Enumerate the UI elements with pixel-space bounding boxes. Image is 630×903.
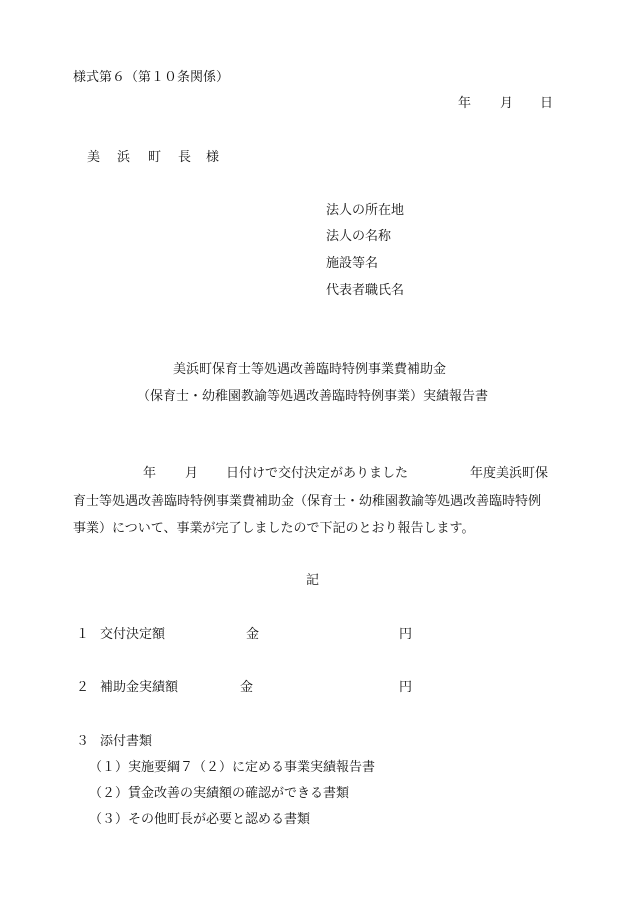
item-number: ３ (76, 734, 90, 749)
form-number: 様式第６（第１０条関係） (73, 70, 230, 85)
addressee-char: 様 (206, 150, 220, 165)
body-year-label: 年 (143, 466, 157, 481)
body-line-3: 事業）について、事業が完了しましたので下記のとおり報告します。 (73, 521, 475, 536)
applicant-field-address: 法人の所在地 (326, 203, 405, 218)
addressee-char: 町 (148, 150, 162, 165)
date-year-label: 年 (458, 96, 472, 111)
attachment-item: （３）その他町長が必要と認める書類 (89, 812, 311, 827)
title-line-1: 美浜町保育士等処遇改善臨時特例事業費補助金 (173, 362, 447, 377)
ki-heading: 記 (306, 573, 320, 588)
attachment-item: （１）実施要綱７（２）に定める事業実績報告書 (89, 760, 376, 775)
applicant-field-facility: 施設等名 (326, 256, 379, 271)
applicant-field-name: 法人の名称 (326, 229, 392, 244)
applicant-field-representative: 代表者職氏名 (326, 283, 405, 298)
item-number: １ (76, 627, 90, 642)
addressee-char: 美 (87, 150, 101, 165)
addressee-char: 長 (178, 150, 192, 165)
item-kin-label: 金 (240, 680, 254, 695)
item-number: ２ (76, 680, 90, 695)
body-date-text: 日付けで交付決定がありました (226, 466, 409, 481)
item-label: 補助金実績額 (100, 680, 179, 695)
date-day-label: 日 (540, 96, 554, 111)
body-month-label: 月 (185, 466, 199, 481)
item-yen-label: 円 (399, 627, 413, 642)
date-month-label: 月 (500, 96, 514, 111)
attachment-item: （２）賃金改善の実績額の確認ができる書類 (89, 786, 350, 801)
addressee-char: 浜 (117, 150, 131, 165)
item-kin-label: 金 (246, 627, 260, 642)
body-line-2: 育士等処遇改善臨時特例事業費補助金（保育士・幼稚園教諭等処遇改善臨時特例 (73, 494, 542, 509)
item-label: 添付書類 (100, 734, 153, 749)
item-yen-label: 円 (399, 680, 413, 695)
title-line-2: （保育士・幼稚園教諭等処遇改善臨時特例事業）実績報告書 (137, 389, 489, 404)
body-fiscal-year-text: 年度美浜町保 (470, 466, 549, 481)
item-label: 交付決定額 (100, 627, 166, 642)
